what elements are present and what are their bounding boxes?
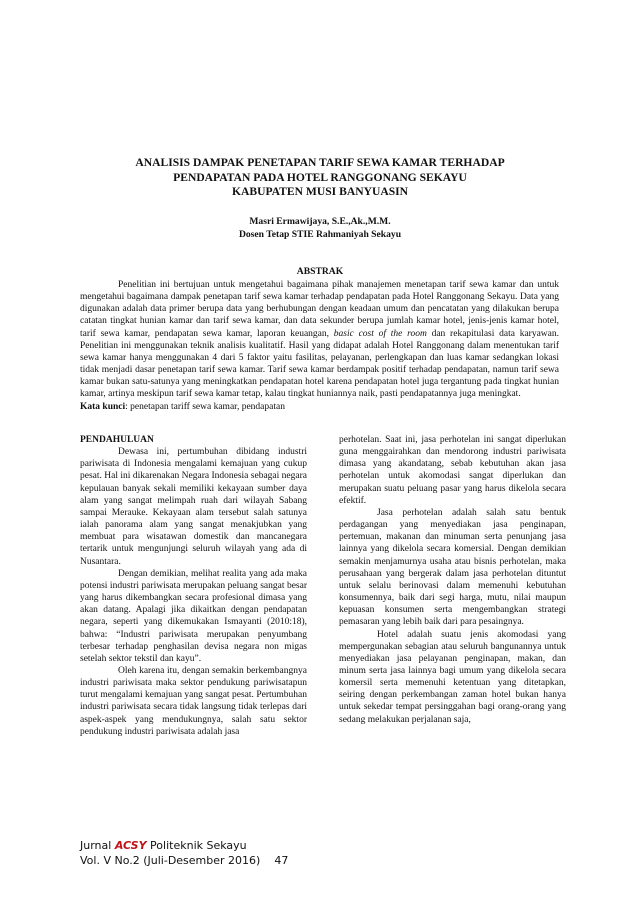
journal-acsy: ACSY xyxy=(114,839,147,852)
title-line-3: KABUPATEN MUSI BANYUASIN xyxy=(231,185,409,198)
right-paragraph-3: Hotel adalah suatu jenis akomodasi yang mempergunakan sebagian atau seluruh bangunannya untuk menyediakan jasa pelayanan penginapan, makan, dan minum serta jasa lainnya bagi umum yang dikelola secara komersil serta memenuhi ketentuan yang ditetapkan, seiring dengan perkembangan zaman hotel bukan hanya untuk sekedar tempat persinggahan bagi orang-orang yang sedang melakukan perjalanan saja, xyxy=(339,629,566,725)
keywords-text: : penetapan tariff sewa kamar, pendapatan xyxy=(125,401,285,412)
left-column xyxy=(80,434,307,738)
right-paragraph-1: perhotelan. Saat ini, jasa perhotelan ini sangat diperlukan guna menggairahkan dan mendorong industri pariwisata dimasa yang akandatang, sebab kebutuhan akan jasa perhotelan untuk akomodasi sangat diperlukan dan merupakan suatu peluang pasar yang harus dikelola secara efektif. xyxy=(339,435,566,506)
section-heading-pendahuluan: PENDAHULUAN xyxy=(80,435,154,445)
keywords-label: Kata kunci xyxy=(80,401,126,412)
keywords xyxy=(80,401,559,413)
abstract-heading: ABSTRAK xyxy=(296,266,344,277)
abstract-text xyxy=(80,279,559,401)
journal-volume-line xyxy=(80,853,288,868)
journal-suffix: Politeknik Sekayu xyxy=(146,839,247,852)
author-name: Masri Ermawijaya, S.E.,Ak.,M.M. xyxy=(249,216,391,227)
right-paragraph-2: Jasa perhotelan adalah salah satu bentuk perdagangan yang menyediakan jasa penginapan, pertemuan, makanan dan minuman serta penunjang jasa lainnya yang dikelola secara komersial. Dengan demikian semakin menjamurnya usaha atau bisnis perhotelan, maka perusahaan yang bergerak dalam jasa perhotelan dituntut untuk selalu berinovasi dalam memenuhi kebutuhan konsumennya, baik dari segi harga, mutu, nilai maupun kepuasan konsumen serta mengembangkan strategi pemasaran yang lebih baik dari para pesaingnya. xyxy=(339,507,566,628)
author-block xyxy=(80,215,560,241)
author-affiliation: Dosen Tetap STIE Rahmaniyah Sekayu xyxy=(238,229,402,240)
journal-volume: Vol. V No.2 (Juli-Desember 2016) xyxy=(80,854,261,867)
right-column xyxy=(339,434,566,726)
left-paragraph-1: Dewasa ini, pertumbuhan dibidang industri pariwisata di Indonesia mengalami kemajuan yang cukup pesat. Hal ini dikarenakan Negara Indonesia sebagai negara kepulauan banyak sekali memiliki kekayaan sumber daya alam yang sangat melimpah ruah dari wilayah Sabang sampai Merauke. Kekayaan alam tersebut salah satunya ialah panorama alam yang sangat menakjubkan yang membuat para wisatawan domestik dan mancanegara tertarik untuk mengunjungi seluruh wilayah yang ada di Nusantara. xyxy=(80,447,307,567)
left-paragraph-3: Oleh karena itu, dengan semakin berkembangnya industri pariwisata maka sektor pendukung pariwisatapun turut mengalami kemajuan yang sangat pesat. Pertumbuhan industri pariwisata secara tidak langsung tidak terlepas dari aspek-aspek yang mendukungnya, salah satu sektor pendukung industri pariwisata adalah jasa xyxy=(80,665,307,737)
page-number: 47 xyxy=(274,854,289,867)
journal-prefix: Jurnal xyxy=(80,839,115,852)
page-footer xyxy=(80,838,288,868)
abstract-italic-term: basic cost of the room xyxy=(333,328,427,339)
title-line-1: ANALISIS DAMPAK PENETAPAN TARIF SEWA KAMAR TERHADAP xyxy=(135,156,505,169)
journal-name xyxy=(80,838,288,853)
abstract-text-part-1: Penelitian ini bertujuan untuk mengetahui bagaimana pihak manajemen menetapan tarif sewa kamar dan untuk mengetahui bagaimana dampak penetapan tarif sewa kamar terhadap pendapatan pada Hotel Ranggonang Sekayu. Data yang digunakan adalah data primer berupa data yang berhubungan dengan keadaan umum dan pencatatan yang dilakukan berupa catatan tingkat hunian kamar dan tarif sewa kamar, dan data sekunder berupa jumlah kamar hotel, jenis-jenis kamar hotel, tarif sewa kamar, pendapatan sewa kamar, laporan keuangan, xyxy=(80,280,559,339)
title-line-2: PENDAPATAN PADA HOTEL RANGGONANG SEKAYU xyxy=(173,170,467,184)
abstract-text-part-2: dan rekapitulasi data karyawan. Penelitian ini menggunakan teknik analisis kualitatif. Hasil yang didapat adalah Hotel Ranggonang dalam menentukan tarif sewa kamar hanya menggunakan 4 dari 5 faktor yaitu fasilitas, pelayanan, perlengkapan dan luas kamar sedangkan lokasi tidak menjadi dasar penetapan tarif sewa kamar. Tarif sewa kamar berdampak positif terhadap pendapatan, namun tarif sewa kamar bukan satu-satunya yang meningkatkan pendapatan hotel karena pendapatan hotel juga tergantung pada tingkat hunian kamar, artinya meskipun tarif sewa kamar tetap, kalau tingkat huniannya naik, pasti pendapatannya juga meningkat. xyxy=(80,328,559,400)
left-paragraph-2: Dengan demikian, melihat realita yang ada maka potensi industri pariwisata merupakan peluang sangat besar yang harus dikembangkan secara profesional dimasa yang akan datang. Apalagi jika dikaitkan dengan pendapatan negara, seperti yang dikemukakan Ismayanti (2010:18), bahwa: “Industri pariwisata merupakan penyumbang terbesar terhadap penghasilan devisa negara non migas setelah sektor tekstil dan kayu”. xyxy=(80,568,307,664)
abstract-body xyxy=(80,279,559,413)
paper-title xyxy=(80,156,560,200)
